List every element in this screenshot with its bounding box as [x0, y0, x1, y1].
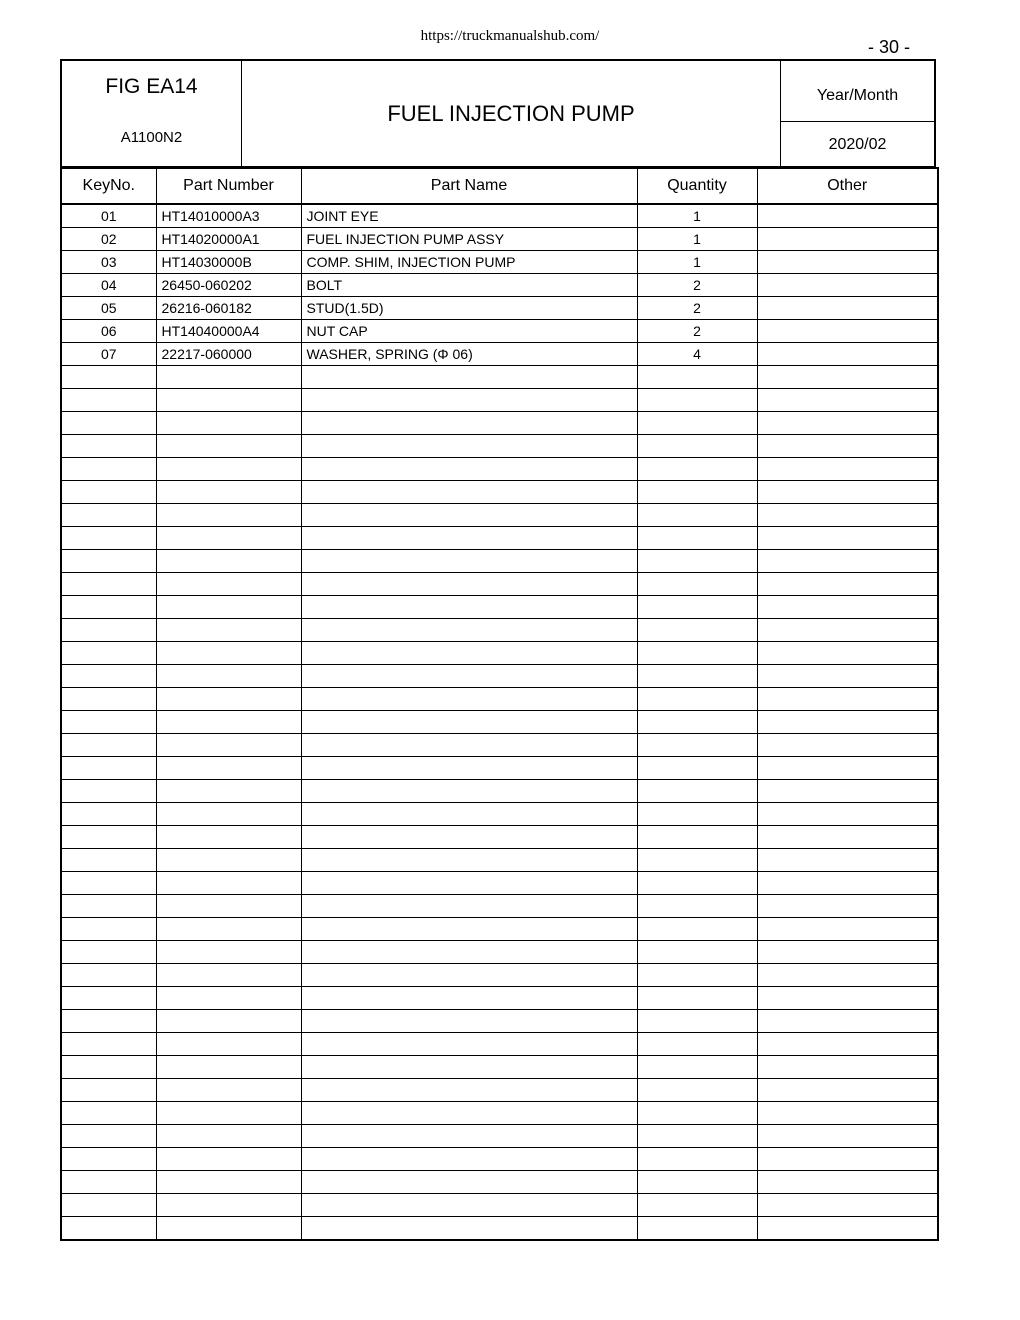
part-name-cell	[301, 964, 637, 987]
empty-table-row	[61, 1148, 938, 1171]
empty-table-row	[61, 527, 938, 550]
empty-table-row	[61, 757, 938, 780]
other-cell	[757, 1010, 938, 1033]
key-number-cell	[61, 872, 156, 895]
title-cell	[242, 61, 781, 166]
quantity-cell	[637, 734, 757, 757]
key-number-cell: 02	[61, 228, 156, 251]
table-row	[61, 228, 938, 251]
empty-table-row	[61, 412, 938, 435]
other-cell	[757, 849, 938, 872]
other-cell	[757, 573, 938, 596]
parts-table	[60, 167, 939, 1241]
part-number-cell	[156, 826, 301, 849]
column-header-quantity: Quantity	[637, 168, 757, 204]
other-cell	[757, 803, 938, 826]
empty-table-row	[61, 1010, 938, 1033]
quantity-cell	[637, 1148, 757, 1171]
part-number-cell	[156, 711, 301, 734]
quantity-cell	[637, 1102, 757, 1125]
part-number-cell: 22217-060000	[156, 343, 301, 366]
key-number-cell	[61, 550, 156, 573]
part-number-cell: HT14020000A1	[156, 228, 301, 251]
other-cell	[757, 1217, 938, 1241]
table-row	[61, 297, 938, 320]
part-name-cell	[301, 1010, 637, 1033]
page-number: - 30 -	[867, 37, 910, 57]
part-number-cell	[156, 918, 301, 941]
key-number-cell	[61, 412, 156, 435]
quantity-cell	[637, 1171, 757, 1194]
empty-table-row	[61, 596, 938, 619]
key-number-cell: 04	[61, 274, 156, 297]
empty-table-row	[61, 366, 938, 389]
part-name-cell: JOINT EYE	[301, 204, 637, 228]
quantity-cell: 2	[637, 297, 757, 320]
part-name-cell	[301, 734, 637, 757]
part-number-cell	[156, 1148, 301, 1171]
quantity-cell	[637, 458, 757, 481]
empty-table-row	[61, 849, 938, 872]
empty-table-row	[61, 1033, 938, 1056]
quantity-cell: 2	[637, 274, 757, 297]
key-number-cell	[61, 1194, 156, 1217]
part-name-cell	[301, 1079, 637, 1102]
part-name-cell	[301, 1125, 637, 1148]
other-cell	[757, 527, 938, 550]
quantity-cell	[637, 780, 757, 803]
empty-table-row	[61, 1079, 938, 1102]
empty-table-row	[61, 1102, 938, 1125]
parts-table-body	[61, 204, 938, 1240]
key-number-cell	[61, 711, 156, 734]
year-month-value: 2020/02	[828, 136, 887, 153]
other-cell	[757, 1033, 938, 1056]
key-number-cell	[61, 1171, 156, 1194]
other-cell	[757, 826, 938, 849]
part-number-cell	[156, 527, 301, 550]
other-cell	[757, 251, 938, 274]
table-row	[61, 204, 938, 228]
part-number-cell	[156, 550, 301, 573]
key-number-cell	[61, 987, 156, 1010]
quantity-cell	[637, 987, 757, 1010]
key-number-cell	[61, 1148, 156, 1171]
column-header-part-name: Part Name	[301, 168, 637, 204]
other-cell	[757, 550, 938, 573]
figure-cell	[62, 61, 242, 166]
part-name-cell: WASHER, SPRING (Φ 06)	[301, 343, 637, 366]
key-number-cell	[61, 1102, 156, 1125]
part-name-cell	[301, 1033, 637, 1056]
part-number-cell	[156, 1033, 301, 1056]
quantity-cell	[637, 803, 757, 826]
key-number-cell: 05	[61, 297, 156, 320]
part-number-cell: HT14030000B	[156, 251, 301, 274]
key-number-cell	[61, 366, 156, 389]
other-cell	[757, 964, 938, 987]
key-number-cell	[61, 458, 156, 481]
key-number-cell	[61, 734, 156, 757]
other-cell	[757, 895, 938, 918]
other-cell	[757, 596, 938, 619]
quantity-cell	[637, 918, 757, 941]
key-number-cell: 01	[61, 204, 156, 228]
part-name-cell	[301, 665, 637, 688]
part-number-cell: HT14010000A3	[156, 204, 301, 228]
part-name-cell	[301, 895, 637, 918]
empty-table-row	[61, 895, 938, 918]
empty-table-row	[61, 1171, 938, 1194]
quantity-cell	[637, 1079, 757, 1102]
quantity-cell	[637, 665, 757, 688]
part-name-cell	[301, 780, 637, 803]
part-number-cell: 26450-060202	[156, 274, 301, 297]
empty-table-row	[61, 780, 938, 803]
quantity-cell	[637, 527, 757, 550]
key-number-cell	[61, 1217, 156, 1241]
key-number-cell	[61, 780, 156, 803]
year-month-cell	[781, 61, 934, 166]
other-cell	[757, 734, 938, 757]
other-cell	[757, 1102, 938, 1125]
empty-table-row	[61, 435, 938, 458]
part-name-cell	[301, 688, 637, 711]
quantity-cell	[637, 481, 757, 504]
part-name-cell: COMP. SHIM, INJECTION PUMP	[301, 251, 637, 274]
part-name-cell: NUT CAP	[301, 320, 637, 343]
other-cell	[757, 1056, 938, 1079]
part-number-cell	[156, 849, 301, 872]
key-number-cell	[61, 389, 156, 412]
quantity-cell	[637, 412, 757, 435]
part-name-cell	[301, 757, 637, 780]
part-number-cell	[156, 1125, 301, 1148]
other-cell	[757, 757, 938, 780]
other-cell	[757, 274, 938, 297]
part-name-cell	[301, 849, 637, 872]
quantity-cell	[637, 642, 757, 665]
other-cell	[757, 711, 938, 734]
table-row	[61, 251, 938, 274]
quantity-cell	[637, 389, 757, 412]
year-month-label: Year/Month	[816, 87, 899, 104]
other-cell	[757, 343, 938, 366]
key-number-cell	[61, 573, 156, 596]
quantity-cell	[637, 826, 757, 849]
empty-table-row	[61, 688, 938, 711]
key-number-cell	[61, 619, 156, 642]
other-cell	[757, 389, 938, 412]
key-number-cell	[61, 1056, 156, 1079]
part-name-cell	[301, 872, 637, 895]
part-name-cell	[301, 619, 637, 642]
key-number-cell	[61, 527, 156, 550]
table-row	[61, 320, 938, 343]
other-cell	[757, 780, 938, 803]
quantity-cell	[637, 941, 757, 964]
key-number-cell	[61, 665, 156, 688]
part-name-cell	[301, 941, 637, 964]
part-number-cell	[156, 987, 301, 1010]
other-cell	[757, 872, 938, 895]
part-name-cell	[301, 711, 637, 734]
part-number-cell	[156, 1056, 301, 1079]
quantity-cell	[637, 573, 757, 596]
empty-table-row	[61, 803, 938, 826]
key-number-cell	[61, 435, 156, 458]
quantity-cell	[637, 1125, 757, 1148]
empty-table-row	[61, 1217, 938, 1241]
quantity-cell	[637, 504, 757, 527]
key-number-cell	[61, 849, 156, 872]
part-number-cell	[156, 803, 301, 826]
other-cell	[757, 688, 938, 711]
key-number-cell	[61, 757, 156, 780]
document-header	[60, 59, 936, 168]
source-url: https://truckmanualshub.com/	[420, 28, 600, 44]
part-number-cell: HT14040000A4	[156, 320, 301, 343]
part-number-cell	[156, 1171, 301, 1194]
part-name-cell: FUEL INJECTION PUMP ASSY	[301, 228, 637, 251]
empty-table-row	[61, 1056, 938, 1079]
part-name-cell	[301, 918, 637, 941]
quantity-cell	[637, 688, 757, 711]
other-cell	[757, 297, 938, 320]
table-row	[61, 343, 938, 366]
quantity-cell	[637, 757, 757, 780]
empty-table-row	[61, 711, 938, 734]
empty-table-row	[61, 872, 938, 895]
part-number-cell	[156, 458, 301, 481]
part-name-cell	[301, 1171, 637, 1194]
part-number-cell	[156, 780, 301, 803]
key-number-cell: 06	[61, 320, 156, 343]
part-name-cell	[301, 987, 637, 1010]
part-number-cell	[156, 596, 301, 619]
year-month-divider	[781, 121, 934, 122]
empty-table-row	[61, 964, 938, 987]
column-header-other: Other	[757, 168, 938, 204]
key-number-cell: 03	[61, 251, 156, 274]
quantity-cell: 1	[637, 204, 757, 228]
other-cell	[757, 619, 938, 642]
empty-table-row	[61, 504, 938, 527]
empty-table-row	[61, 1125, 938, 1148]
key-number-cell	[61, 481, 156, 504]
quantity-cell	[637, 435, 757, 458]
other-cell	[757, 458, 938, 481]
key-number-cell	[61, 504, 156, 527]
other-cell	[757, 204, 938, 228]
part-number-cell	[156, 573, 301, 596]
empty-table-row	[61, 550, 938, 573]
part-number-cell	[156, 872, 301, 895]
other-cell	[757, 665, 938, 688]
part-number-cell	[156, 688, 301, 711]
part-name-cell	[301, 504, 637, 527]
quantity-cell	[637, 1056, 757, 1079]
part-number-cell	[156, 504, 301, 527]
part-number-cell	[156, 1217, 301, 1241]
part-number-cell	[156, 481, 301, 504]
empty-table-row	[61, 826, 938, 849]
empty-table-row	[61, 642, 938, 665]
other-cell	[757, 1079, 938, 1102]
empty-table-row	[61, 573, 938, 596]
key-number-cell	[61, 941, 156, 964]
empty-table-row	[61, 665, 938, 688]
quantity-cell	[637, 550, 757, 573]
part-number-cell	[156, 389, 301, 412]
part-number-cell	[156, 619, 301, 642]
other-cell	[757, 228, 938, 251]
quantity-cell	[637, 1010, 757, 1033]
figure-code: FIG EA14	[105, 75, 198, 98]
key-number-cell	[61, 803, 156, 826]
part-name-cell: STUD(1.5D)	[301, 297, 637, 320]
part-number-cell	[156, 1194, 301, 1217]
part-number-cell: 26216-060182	[156, 297, 301, 320]
empty-table-row	[61, 918, 938, 941]
key-number-cell	[61, 642, 156, 665]
quantity-cell: 4	[637, 343, 757, 366]
quantity-cell	[637, 895, 757, 918]
column-header-keyno: KeyNo.	[61, 168, 156, 204]
quantity-cell	[637, 1217, 757, 1241]
empty-table-row	[61, 481, 938, 504]
table-header-row	[61, 168, 938, 204]
quantity-cell	[637, 1033, 757, 1056]
key-number-cell	[61, 688, 156, 711]
other-cell	[757, 435, 938, 458]
quantity-cell	[637, 711, 757, 734]
other-cell	[757, 1171, 938, 1194]
other-cell	[757, 412, 938, 435]
empty-table-row	[61, 987, 938, 1010]
quantity-cell	[637, 366, 757, 389]
key-number-cell	[61, 596, 156, 619]
quantity-cell	[637, 872, 757, 895]
part-name-cell	[301, 803, 637, 826]
empty-table-row	[61, 734, 938, 757]
key-number-cell	[61, 1010, 156, 1033]
part-name-cell	[301, 1148, 637, 1171]
empty-table-row	[61, 941, 938, 964]
quantity-cell: 1	[637, 251, 757, 274]
quantity-cell	[637, 849, 757, 872]
page-title: FUEL INJECTION PUMP	[387, 101, 635, 126]
part-name-cell: BOLT	[301, 274, 637, 297]
model-code: A1100N2	[120, 129, 183, 146]
key-number-cell: 07	[61, 343, 156, 366]
part-number-cell	[156, 757, 301, 780]
quantity-cell	[637, 619, 757, 642]
quantity-cell: 2	[637, 320, 757, 343]
empty-table-row	[61, 1194, 938, 1217]
part-number-cell	[156, 412, 301, 435]
part-number-cell	[156, 642, 301, 665]
empty-table-row	[61, 389, 938, 412]
part-name-cell	[301, 1194, 637, 1217]
part-name-cell	[301, 1217, 637, 1241]
part-name-cell	[301, 1056, 637, 1079]
part-number-cell	[156, 1102, 301, 1125]
other-cell	[757, 642, 938, 665]
quantity-cell	[637, 1194, 757, 1217]
other-cell	[757, 320, 938, 343]
other-cell	[757, 1194, 938, 1217]
part-number-cell	[156, 1010, 301, 1033]
part-name-cell	[301, 596, 637, 619]
part-number-cell	[156, 941, 301, 964]
other-cell	[757, 481, 938, 504]
other-cell	[757, 941, 938, 964]
other-cell	[757, 504, 938, 527]
column-header-part-number: Part Number	[156, 168, 301, 204]
part-name-cell	[301, 366, 637, 389]
key-number-cell	[61, 918, 156, 941]
part-name-cell	[301, 642, 637, 665]
part-name-cell	[301, 435, 637, 458]
key-number-cell	[61, 1125, 156, 1148]
part-name-cell	[301, 527, 637, 550]
part-number-cell	[156, 734, 301, 757]
part-name-cell	[301, 826, 637, 849]
other-cell	[757, 987, 938, 1010]
part-name-cell	[301, 481, 637, 504]
part-number-cell	[156, 964, 301, 987]
part-name-cell	[301, 573, 637, 596]
part-number-cell	[156, 895, 301, 918]
empty-table-row	[61, 458, 938, 481]
other-cell	[757, 1148, 938, 1171]
table-row	[61, 274, 938, 297]
empty-table-row	[61, 619, 938, 642]
part-name-cell	[301, 458, 637, 481]
part-number-cell	[156, 665, 301, 688]
quantity-cell	[637, 964, 757, 987]
other-cell	[757, 366, 938, 389]
part-name-cell	[301, 1102, 637, 1125]
quantity-cell	[637, 596, 757, 619]
part-name-cell	[301, 412, 637, 435]
key-number-cell	[61, 1033, 156, 1056]
other-cell	[757, 1125, 938, 1148]
key-number-cell	[61, 1079, 156, 1102]
part-number-cell	[156, 435, 301, 458]
key-number-cell	[61, 826, 156, 849]
part-name-cell	[301, 389, 637, 412]
key-number-cell	[61, 895, 156, 918]
key-number-cell	[61, 964, 156, 987]
quantity-cell: 1	[637, 228, 757, 251]
part-number-cell	[156, 366, 301, 389]
other-cell	[757, 918, 938, 941]
part-name-cell	[301, 550, 637, 573]
part-number-cell	[156, 1079, 301, 1102]
